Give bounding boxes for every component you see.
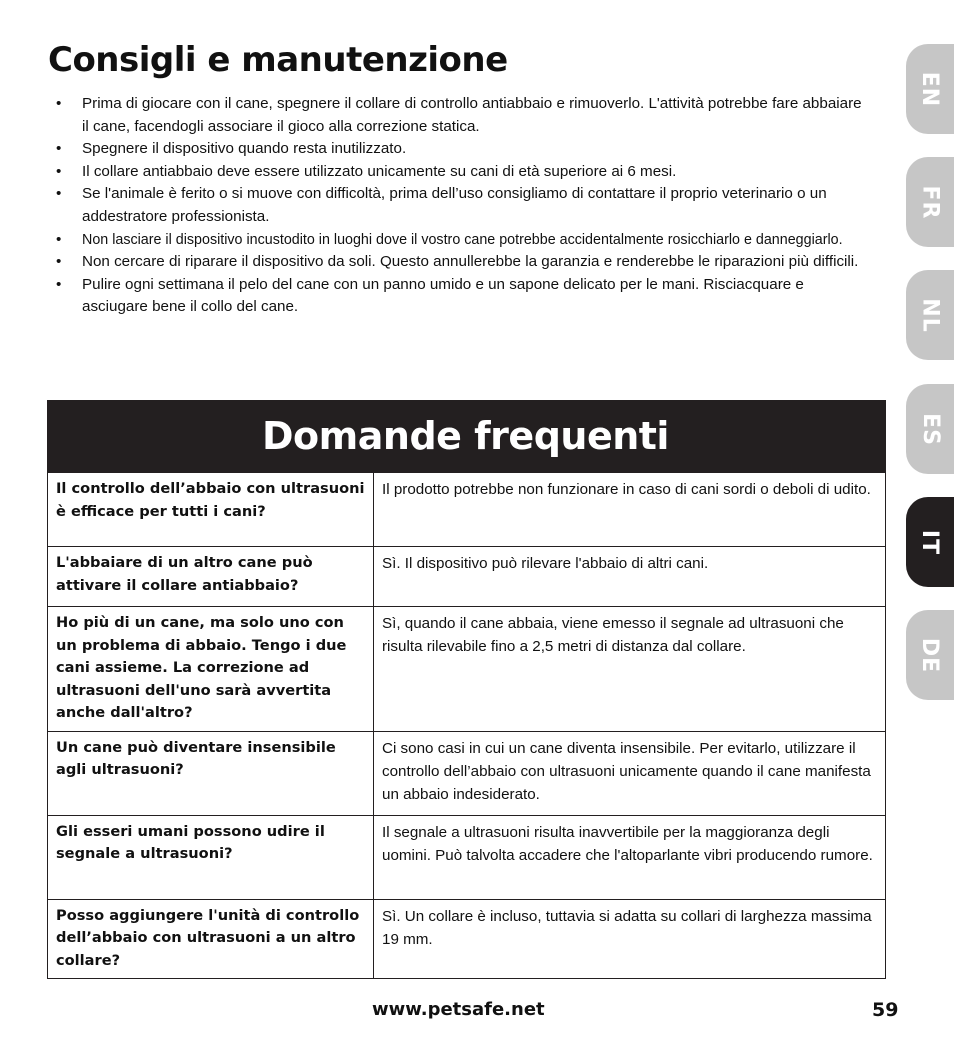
language-tab-label: IT bbox=[917, 529, 943, 555]
tip-item bbox=[56, 274, 868, 319]
language-tab-de[interactable] bbox=[906, 610, 954, 700]
tip-text: Non lasciare il dispositivo incustodito in luoghi dove il vostro cane potrebbe accidentalmente rosicchiarlo e danneggiarlo. bbox=[82, 231, 843, 248]
table-row bbox=[48, 547, 886, 607]
language-tab-en[interactable] bbox=[906, 44, 954, 134]
page-number: 59 bbox=[872, 999, 899, 1021]
table-row bbox=[48, 607, 886, 732]
faq-question: Gli esseri umani possono udire il segnale a ultrasuoni? bbox=[48, 815, 374, 899]
language-tab-label: ES bbox=[917, 412, 943, 446]
table-row bbox=[48, 473, 886, 547]
faq-question: L'abbaiare di un altro cane può attivare il collare antiabbaio? bbox=[48, 547, 374, 607]
tip-item bbox=[56, 229, 868, 252]
tip-text: Il collare antiabbaio deve essere utilizzato unicamente su cani di età superiore ai 6 mesi. bbox=[82, 162, 677, 180]
language-tab-label: EN bbox=[917, 71, 943, 107]
faq-section bbox=[47, 400, 886, 979]
bullet-icon: • bbox=[56, 185, 62, 203]
language-tab-label: NL bbox=[917, 297, 943, 333]
page-title: Consigli e manutenzione bbox=[48, 40, 508, 80]
faq-answer: Sì. Un collare è incluso, tuttavia si adatta su collari di larghezza massima 19 mm. bbox=[374, 899, 886, 979]
tip-text: Non cercare di riparare il dispositivo da soli. Questo annullerebbe la garanzia e renderebbe le riparazioni più difficili. bbox=[82, 253, 859, 271]
faq-header bbox=[47, 400, 886, 472]
bullet-icon: • bbox=[56, 230, 62, 248]
bullet-icon: • bbox=[56, 253, 62, 271]
tip-item bbox=[56, 183, 868, 228]
footer-url[interactable]: www.petsafe.net bbox=[372, 999, 545, 1020]
table-row bbox=[48, 899, 886, 979]
tip-item bbox=[56, 251, 868, 274]
language-tab-fr[interactable] bbox=[906, 157, 954, 247]
tip-text: Prima di giocare con il cane, spegnere il collare di controllo antiabbaio e rimuoverlo. L'attività potrebbe fare abbaiare il cane, facendogli associare il gioco alla correzione statica. bbox=[82, 95, 862, 135]
tips-list bbox=[56, 93, 868, 319]
language-tab-it[interactable] bbox=[906, 497, 954, 587]
faq-answer: Ci sono casi in cui un cane diventa insensibile. Per evitarlo, utilizzare il controllo dell’abbaio con ultrasuoni unicamente quando il cane manifesta un abbaio indesiderato. bbox=[374, 731, 886, 815]
bullet-icon: • bbox=[56, 95, 62, 112]
language-tab-nl[interactable] bbox=[906, 270, 954, 360]
tip-item bbox=[56, 138, 868, 161]
faq-question: Posso aggiungere l'unità di controllo dell’abbaio con ultrasuoni a un altro collare? bbox=[48, 899, 374, 979]
language-tab-es[interactable] bbox=[906, 384, 954, 474]
language-tab-label: DE bbox=[917, 637, 943, 673]
faq-answer: Sì. Il dispositivo può rilevare l'abbaio di altri cani. bbox=[374, 547, 886, 607]
bullet-icon: • bbox=[56, 275, 62, 293]
bullet-icon: • bbox=[56, 140, 62, 158]
faq-question: Un cane può diventare insensibile agli ultrasuoni? bbox=[48, 731, 374, 815]
table-row bbox=[48, 815, 886, 899]
faq-question: Ho più di un cane, ma solo uno con un problema di abbaio. Tengo i due cani assieme. La correzione ad ultrasuoni dell'uno sarà avvertita anche dall'altro? bbox=[48, 607, 374, 732]
tip-text: Spegnere il dispositivo quando resta inutilizzato. bbox=[82, 140, 407, 158]
tip-item bbox=[56, 93, 868, 138]
faq-answer: Il segnale a ultrasuoni risulta inavvertibile per la maggioranza degli uomini. Può talvolta accadere che l'altoparlante vibri producendo rumore. bbox=[374, 815, 886, 899]
language-tab-label: FR bbox=[917, 185, 943, 219]
tip-text: Pulire ogni settimana il pelo del cane con un panno umido e un sapone delicato per le mani. Risciacquare e asciugare bene il collo del cane. bbox=[82, 275, 804, 316]
faq-title: Domande frequenti bbox=[262, 414, 669, 458]
table-row bbox=[48, 731, 886, 815]
faq-table bbox=[47, 472, 886, 979]
faq-question: Il controllo dell’abbaio con ultrasuoni è efficace per tutti i cani? bbox=[48, 473, 374, 547]
tip-item bbox=[56, 161, 868, 184]
bullet-icon: • bbox=[56, 162, 62, 180]
faq-answer: Il prodotto potrebbe non funzionare in caso di cani sordi o deboli di udito. bbox=[374, 473, 886, 547]
tip-text: Se l'animale è ferito o si muove con difficoltà, prima dell’uso consigliamo di contattare il proprio veterinario o un addestratore professionista. bbox=[82, 185, 827, 225]
faq-answer: Sì, quando il cane abbaia, viene emesso il segnale ad ultrasuoni che risulta rilevabile fino a 2,5 metri di distanza dal collare. bbox=[374, 607, 886, 732]
